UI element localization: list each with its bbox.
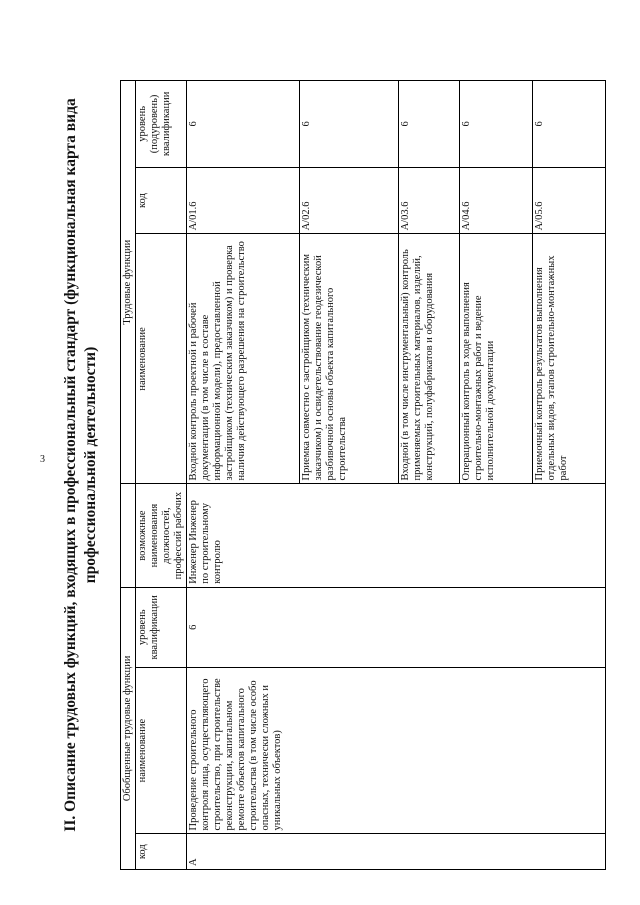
- function-level-cell: 6: [399, 81, 460, 168]
- functional-map-table: [120, 80, 606, 870]
- function-code-cell: А/02.6: [300, 167, 399, 234]
- function-code-cell: А/03.6: [399, 167, 460, 234]
- rotated-page-content: [0, 25, 640, 905]
- generalized-name-cell: Проведение строительного контроля лица, осуществляющего строительство, при строительстве реконструкции, капитальном ремонте объектов капитального строительства (в том числе особо опасных, технически сложных и уникальных объектов): [187, 667, 606, 834]
- table-header-row: [136, 81, 187, 870]
- function-level-cell: 6: [533, 81, 606, 168]
- header-blank-cell: [121, 484, 136, 587]
- positions-cell: Инженер Инженер по строительному контролю: [187, 484, 606, 587]
- section-title-line-2: профессиональной деятельности): [82, 346, 99, 584]
- page-number: 3: [40, 454, 45, 465]
- function-level-cell: 6: [300, 81, 399, 168]
- function-name-cell: Входной (в том числе инструментальный) контроль применяемых строительных материалов, изделий, конструкций, полуфабрикатов и оборудования: [399, 234, 460, 484]
- generalized-level-cell: 6: [187, 587, 606, 667]
- function-code-cell: А/04.6: [460, 167, 533, 234]
- function-name-cell: Входной контроль проектной и рабочей документации (в том числе в составе информационной модели), предоставленной застройщиком (техническим заказчиком) и проверка наличия действующего разрешения на строительство: [187, 234, 300, 484]
- function-name-cell: Приемочный контроль результатов выполнения отдельных видов, этапов строительно-монтажных работ: [533, 234, 606, 484]
- function-name-column-header: наименование: [136, 234, 187, 484]
- function-code-column-header: код: [136, 167, 187, 234]
- function-name-cell: Операционный контроль в ходе выполнения строительно-монтажных работ и ведение исполнительной документации: [460, 234, 533, 484]
- sublevel-column-header: уровень (подуровень) квалификации: [136, 81, 187, 168]
- function-name-cell: Приемка совместно с застройщиком (техническим заказчиком) и освидетельствование геодезической разбивочной основы объекта капитального строительства: [300, 234, 399, 484]
- labor-functions-header: Трудовые функции: [121, 81, 136, 484]
- name-column-header: наименование: [136, 667, 187, 834]
- positions-column-header: возможные наименования должностей, профессий рабочих: [136, 484, 187, 587]
- function-level-cell: 6: [187, 81, 300, 168]
- section-title-line-1: II. Описание трудовых функций, входящих в профессиональный стандарт (функциональная карта вида: [62, 98, 79, 832]
- level-column-header: уровень квалификации: [136, 587, 187, 667]
- function-code-cell: А/05.6: [533, 167, 606, 234]
- table-row: [187, 81, 300, 870]
- code-column-header: код: [136, 834, 187, 870]
- function-level-cell: 6: [460, 81, 533, 168]
- generalized-functions-header: Обобщенные трудовые функции: [121, 587, 136, 869]
- function-code-cell: А/01.6: [187, 167, 300, 234]
- table-header-group-row: [121, 81, 136, 870]
- generalized-code-cell: А: [187, 834, 606, 870]
